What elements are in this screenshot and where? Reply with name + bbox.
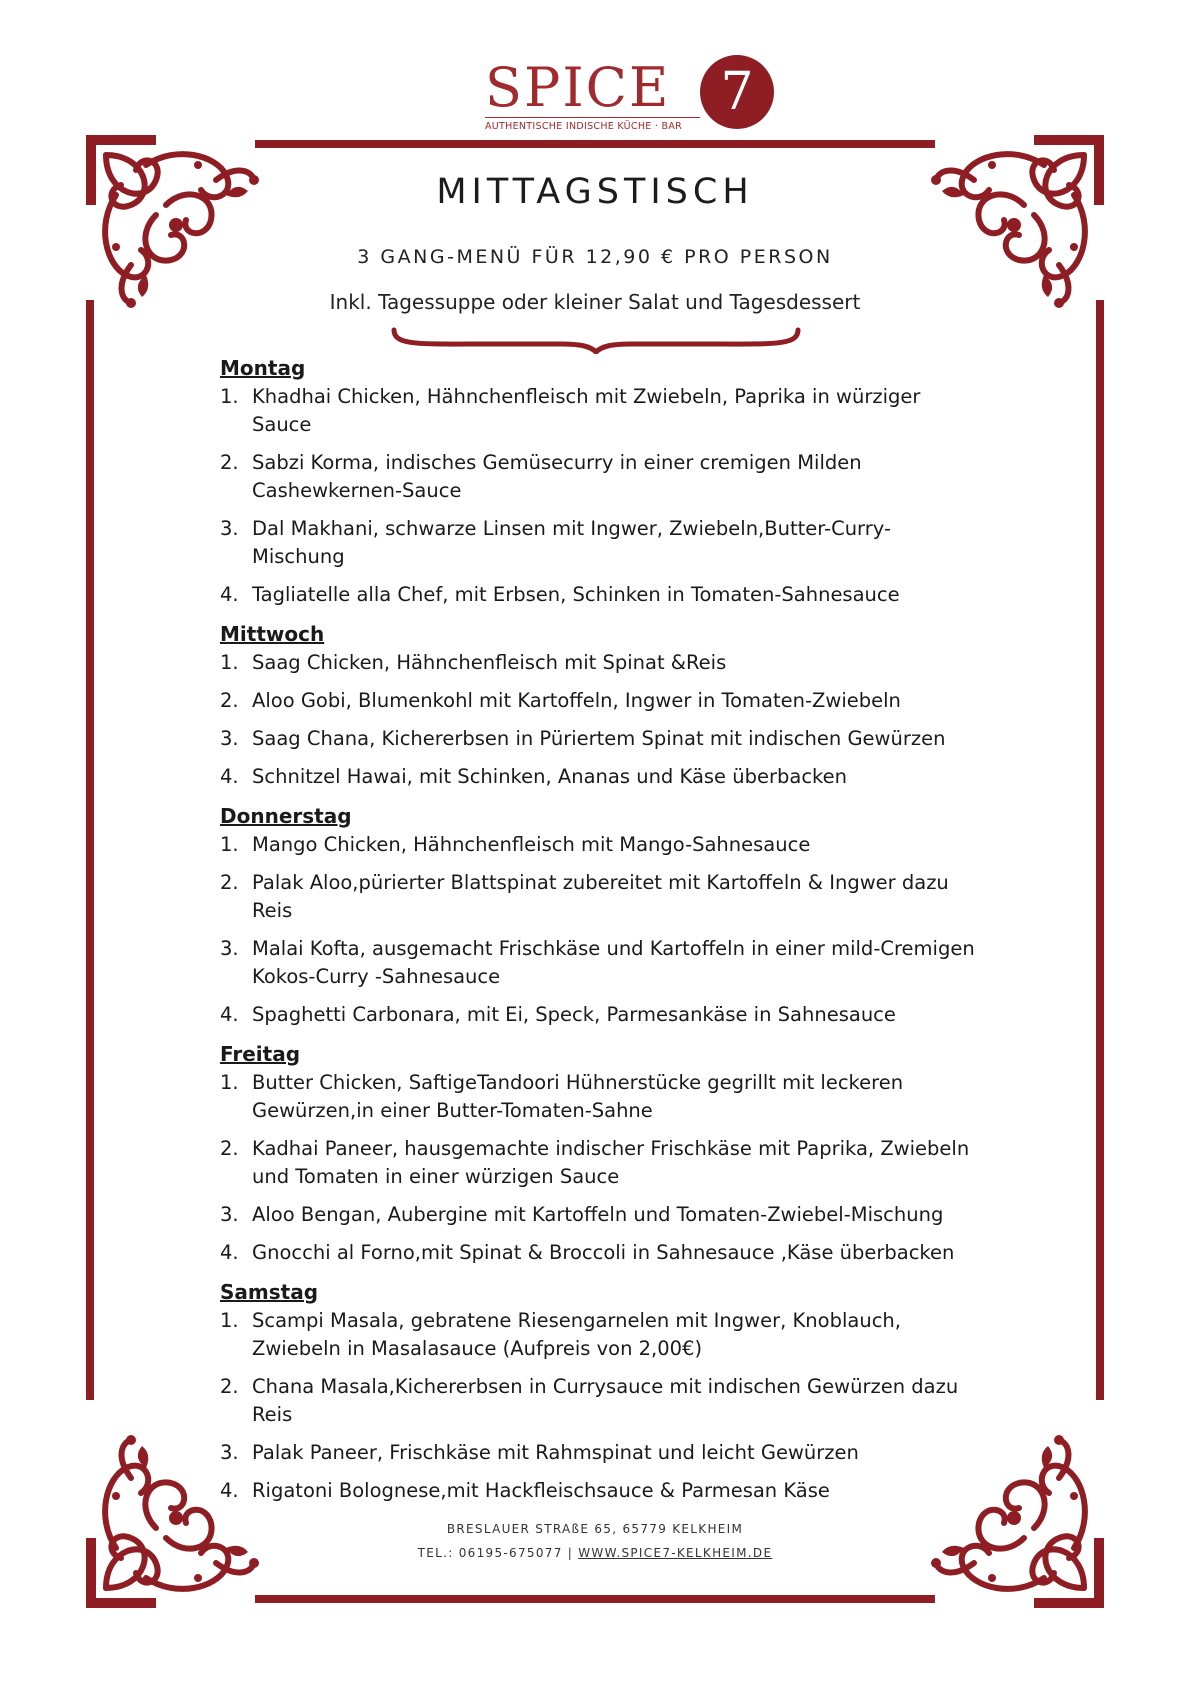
dish-description: Gnocchi al Forno,mit Spinat & Broccoli in Sahnesauce ,Käse überbacken (252, 1241, 955, 1264)
page-title: MITTAGSTISCH (436, 172, 754, 212)
menu-inclusions: Inkl. Tagessuppe oder kleiner Salat und Tagesdessert (329, 290, 861, 314)
dish-description: Schnitzel Hawai, mit Schinken, Ananas und Käse überbacken (252, 765, 848, 788)
dish-item (220, 649, 980, 677)
dish-item (220, 1135, 980, 1191)
dish-number: 4. (220, 583, 239, 606)
dish-item (220, 1201, 980, 1229)
dish-description: Palak Paneer, Frischkäse mit Rahmspinat und leicht Gewürzen (252, 1441, 859, 1464)
dish-item (220, 725, 980, 753)
dish-number: 3. (220, 1441, 239, 1464)
dish-number: 4. (220, 1241, 239, 1264)
footer-address: BRESLAUER STRAßE 65, 65779 KELKHEIM (446, 1522, 744, 1536)
dish-number: 2. (220, 871, 239, 894)
dish-item (220, 1307, 980, 1363)
day-heading: Samstag (220, 1280, 319, 1304)
dish-description: Sabzi Korma, indisches Gemüsecurry in einer cremigen Milden Cashewkernen-Sauce (252, 451, 862, 502)
day-heading: Montag (220, 356, 306, 380)
logo-name: SPICE (485, 56, 671, 119)
day-section-samstag (220, 1279, 980, 1505)
dish-item (220, 687, 980, 715)
dish-item (220, 831, 980, 859)
dish-number: 3. (220, 1203, 239, 1226)
dish-description: Spaghetti Carbonara, mit Ei, Speck, Parmesankäse in Sahnesauce (252, 1003, 896, 1026)
dish-number: 1. (220, 1071, 239, 1094)
dish-number: 2. (220, 1375, 239, 1398)
dish-number: 1. (220, 833, 239, 856)
ornament-top-right (931, 135, 1104, 308)
footer-contact (0, 1546, 1190, 1560)
day-heading: Freitag (220, 1042, 301, 1066)
dish-item (220, 1001, 980, 1029)
dish-item (220, 383, 980, 439)
dish-description: Scampi Masala, gebratene Riesengarnelen mit Ingwer, Knoblauch, Zwiebeln in Masalasauce (Aufpreis von 2,00€) (252, 1309, 901, 1360)
dish-item (220, 1439, 980, 1467)
dish-description: Saag Chicken, Hähnchenfleisch mit Spinat &Reis (252, 651, 727, 674)
website-link[interactable]: WWW.SPICE7-KELKHEIM.DE (578, 1546, 773, 1560)
dish-item (220, 1069, 980, 1125)
day-section-montag (220, 355, 980, 609)
dish-item (220, 869, 980, 925)
footer-phone: TEL.: 06195-675077 | (417, 1546, 574, 1560)
day-section-donnerstag (220, 803, 980, 1029)
day-section-mittwoch (220, 621, 980, 791)
dish-item (220, 1477, 980, 1505)
dish-number: 4. (220, 1003, 239, 1026)
dish-number: 3. (220, 727, 239, 750)
ornament-top-left (86, 135, 259, 308)
logo-number: 7 (700, 55, 774, 129)
dish-number: 3. (220, 937, 239, 960)
dish-number: 4. (220, 1479, 239, 1502)
dish-item (220, 581, 980, 609)
dish-description: Dal Makhani, schwarze Linsen mit Ingwer, Zwiebeln,Butter-Curry-Mischung (252, 517, 891, 568)
dish-description: Khadhai Chicken, Hähnchenfleisch mit Zwiebeln, Paprika in würziger Sauce (252, 385, 921, 436)
dish-item (220, 449, 980, 505)
dish-number: 1. (220, 385, 239, 408)
dish-item (220, 1373, 980, 1429)
weekly-menu (220, 355, 980, 1517)
dish-number: 1. (220, 651, 239, 674)
logo-tagline: AUTHENTISCHE INDISCHE KÜCHE · BAR (485, 117, 700, 132)
dish-number: 2. (220, 451, 239, 474)
dish-item (220, 1239, 980, 1267)
dish-number: 3. (220, 517, 239, 540)
dish-description: Mango Chicken, Hähnchenfleisch mit Mango-Sahnesauce (252, 833, 811, 856)
dish-number: 2. (220, 1137, 239, 1160)
dish-number: 4. (220, 765, 239, 788)
day-section-freitag (220, 1041, 980, 1267)
dish-item (220, 935, 980, 991)
dish-description: Kadhai Paneer, hausgemachte indischer Frischkäse mit Paprika, Zwiebeln und Tomaten in einer würzigen Sauce (252, 1137, 970, 1188)
dish-description: Malai Kofta, ausgemacht Frischkäse und Kartoffeln in einer mild-Cremigen Kokos-Curry -Sahnesauce (252, 937, 975, 988)
dish-description: Palak Aloo,pürierter Blattspinat zubereitet mit Kartoffeln & Ingwer dazu Reis (252, 871, 949, 922)
dish-description: Butter Chicken, SaftigeTandoori Hühnerstücke gegrillt mit leckeren Gewürzen,in einer Butter-Tomaten-Sahne (252, 1071, 904, 1122)
day-heading: Donnerstag (220, 804, 352, 828)
curly-brace-decoration (390, 326, 802, 354)
dish-item (220, 515, 980, 571)
dish-description: Chana Masala,Kichererbsen in Currysauce mit indischen Gewürzen dazu Reis (252, 1375, 959, 1426)
dish-description: Saag Chana, Kichererbsen in Püriertem Spinat mit indischen Gewürzen (252, 727, 946, 750)
dish-number: 2. (220, 689, 239, 712)
menu-price: 3 GANG-MENÜ FÜR 12,90 € PRO PERSON (357, 246, 833, 268)
dish-description: Tagliatelle alla Chef, mit Erbsen, Schinken in Tomaten-Sahnesauce (252, 583, 900, 606)
restaurant-logo (485, 55, 775, 135)
dish-number: 1. (220, 1309, 239, 1332)
dish-description: Aloo Bengan, Aubergine mit Kartoffeln und Tomaten-Zwiebel-Mischung (252, 1203, 944, 1226)
day-heading: Mittwoch (220, 622, 325, 646)
dish-description: Rigatoni Bolognese,mit Hackfleischsauce & Parmesan Käse (252, 1479, 830, 1502)
dish-description: Aloo Gobi, Blumenkohl mit Kartoffeln, Ingwer in Tomaten-Zwiebeln (252, 689, 901, 712)
dish-item (220, 763, 980, 791)
